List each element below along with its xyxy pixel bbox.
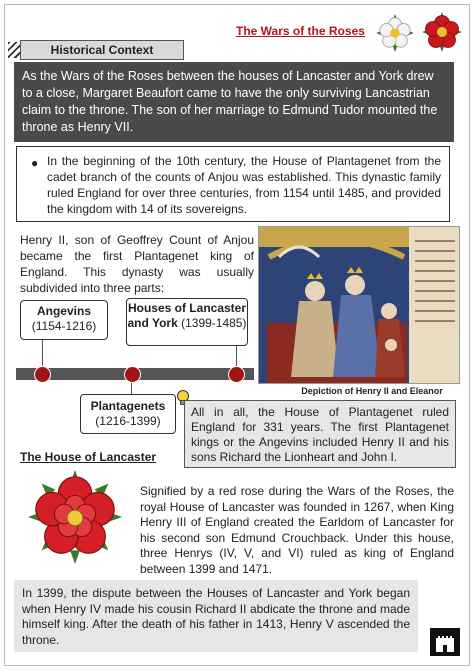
dispute-paragraph: In 1399, the dispute between the Houses of Lancaster and York began when Henry IV made his cousin Richard II abdicate the throne and made himself king. After the death of his father in 1413, Henry V ascended the throne.	[14, 580, 418, 652]
timeline-dot-lancaster-york	[228, 366, 245, 383]
red-rose-icon	[422, 12, 462, 52]
plantagenets-dates: (1216-1399)	[95, 414, 161, 428]
lancaster-york-label	[126, 298, 248, 346]
henry-eleanor-painting	[258, 226, 460, 384]
bullet-box	[16, 146, 450, 222]
angevins-name: Angevins	[36, 304, 91, 318]
timeline-bar	[16, 368, 254, 380]
red-rose-icon	[26, 468, 124, 566]
painting-caption: Depiction of Henry II and Eleanor	[301, 386, 443, 396]
all-in-all-box: All in all, the House of Plantagenet ruled England for 331 years. The first Plantagenet kings or the Angevins included Henry II and his sons Richard the Lionheart and John I.	[184, 400, 456, 468]
plantagenets-name: Plantagenets	[90, 399, 166, 413]
angevins-dates: (1154-1216)	[31, 319, 97, 333]
bullet-icon: ●	[31, 156, 39, 170]
tag-decoration	[8, 42, 20, 58]
section-tag: Historical Context	[20, 40, 184, 60]
rose-paragraph: Signified by a red rose during the Wars of the Roses, the royal House of Lancaster was founded in 1267, when King Henry III of England created the Earldom of Lancaster for his second son Edmund Crouchback. Under this house, three Henrys (IV, V, and VI) ruled as king of England between 1399 and 1471.	[140, 484, 454, 576]
lancaster-york-name: Houses of Lancaster and York	[127, 301, 247, 330]
connector-angevins	[42, 340, 43, 368]
bullet-text: In the beginning of the 10th century, the House of Plantagenet from the cadet branch of the counts of Anjou was established. This dynastic family ruled England for over three centuries, from 1154 until 1485, and provided the kingdom with 14 of its sovereigns.	[47, 154, 441, 216]
castle-icon	[430, 628, 460, 656]
connector-lancaster-york	[236, 346, 237, 368]
timeline-dot-plantagenets	[124, 366, 141, 383]
lancaster-heading: The House of Lancaster	[20, 450, 157, 464]
henry-paragraph: Henry II, son of Geoffrey Count of Anjou became the first Plantagenet king of England. This dynasty was usually subdivided into three parts:	[20, 233, 254, 295]
lancaster-york-dates: (1399-1485)	[181, 316, 247, 330]
angevins-label	[20, 300, 108, 340]
timeline-dot-angevins	[34, 366, 51, 383]
white-rose-icon	[376, 14, 414, 52]
plantagenets-label	[80, 394, 176, 434]
page-title: The Wars of the Roses	[236, 24, 365, 38]
context-panel: As the Wars of the Roses between the houses of Lancaster and York drew to a close, Margaret Beaufort came to have the only surviving Lancastrian claim to the throne. The son of her marriage to Edmund Tudor mounted the throne as Henry VII.	[14, 62, 454, 142]
